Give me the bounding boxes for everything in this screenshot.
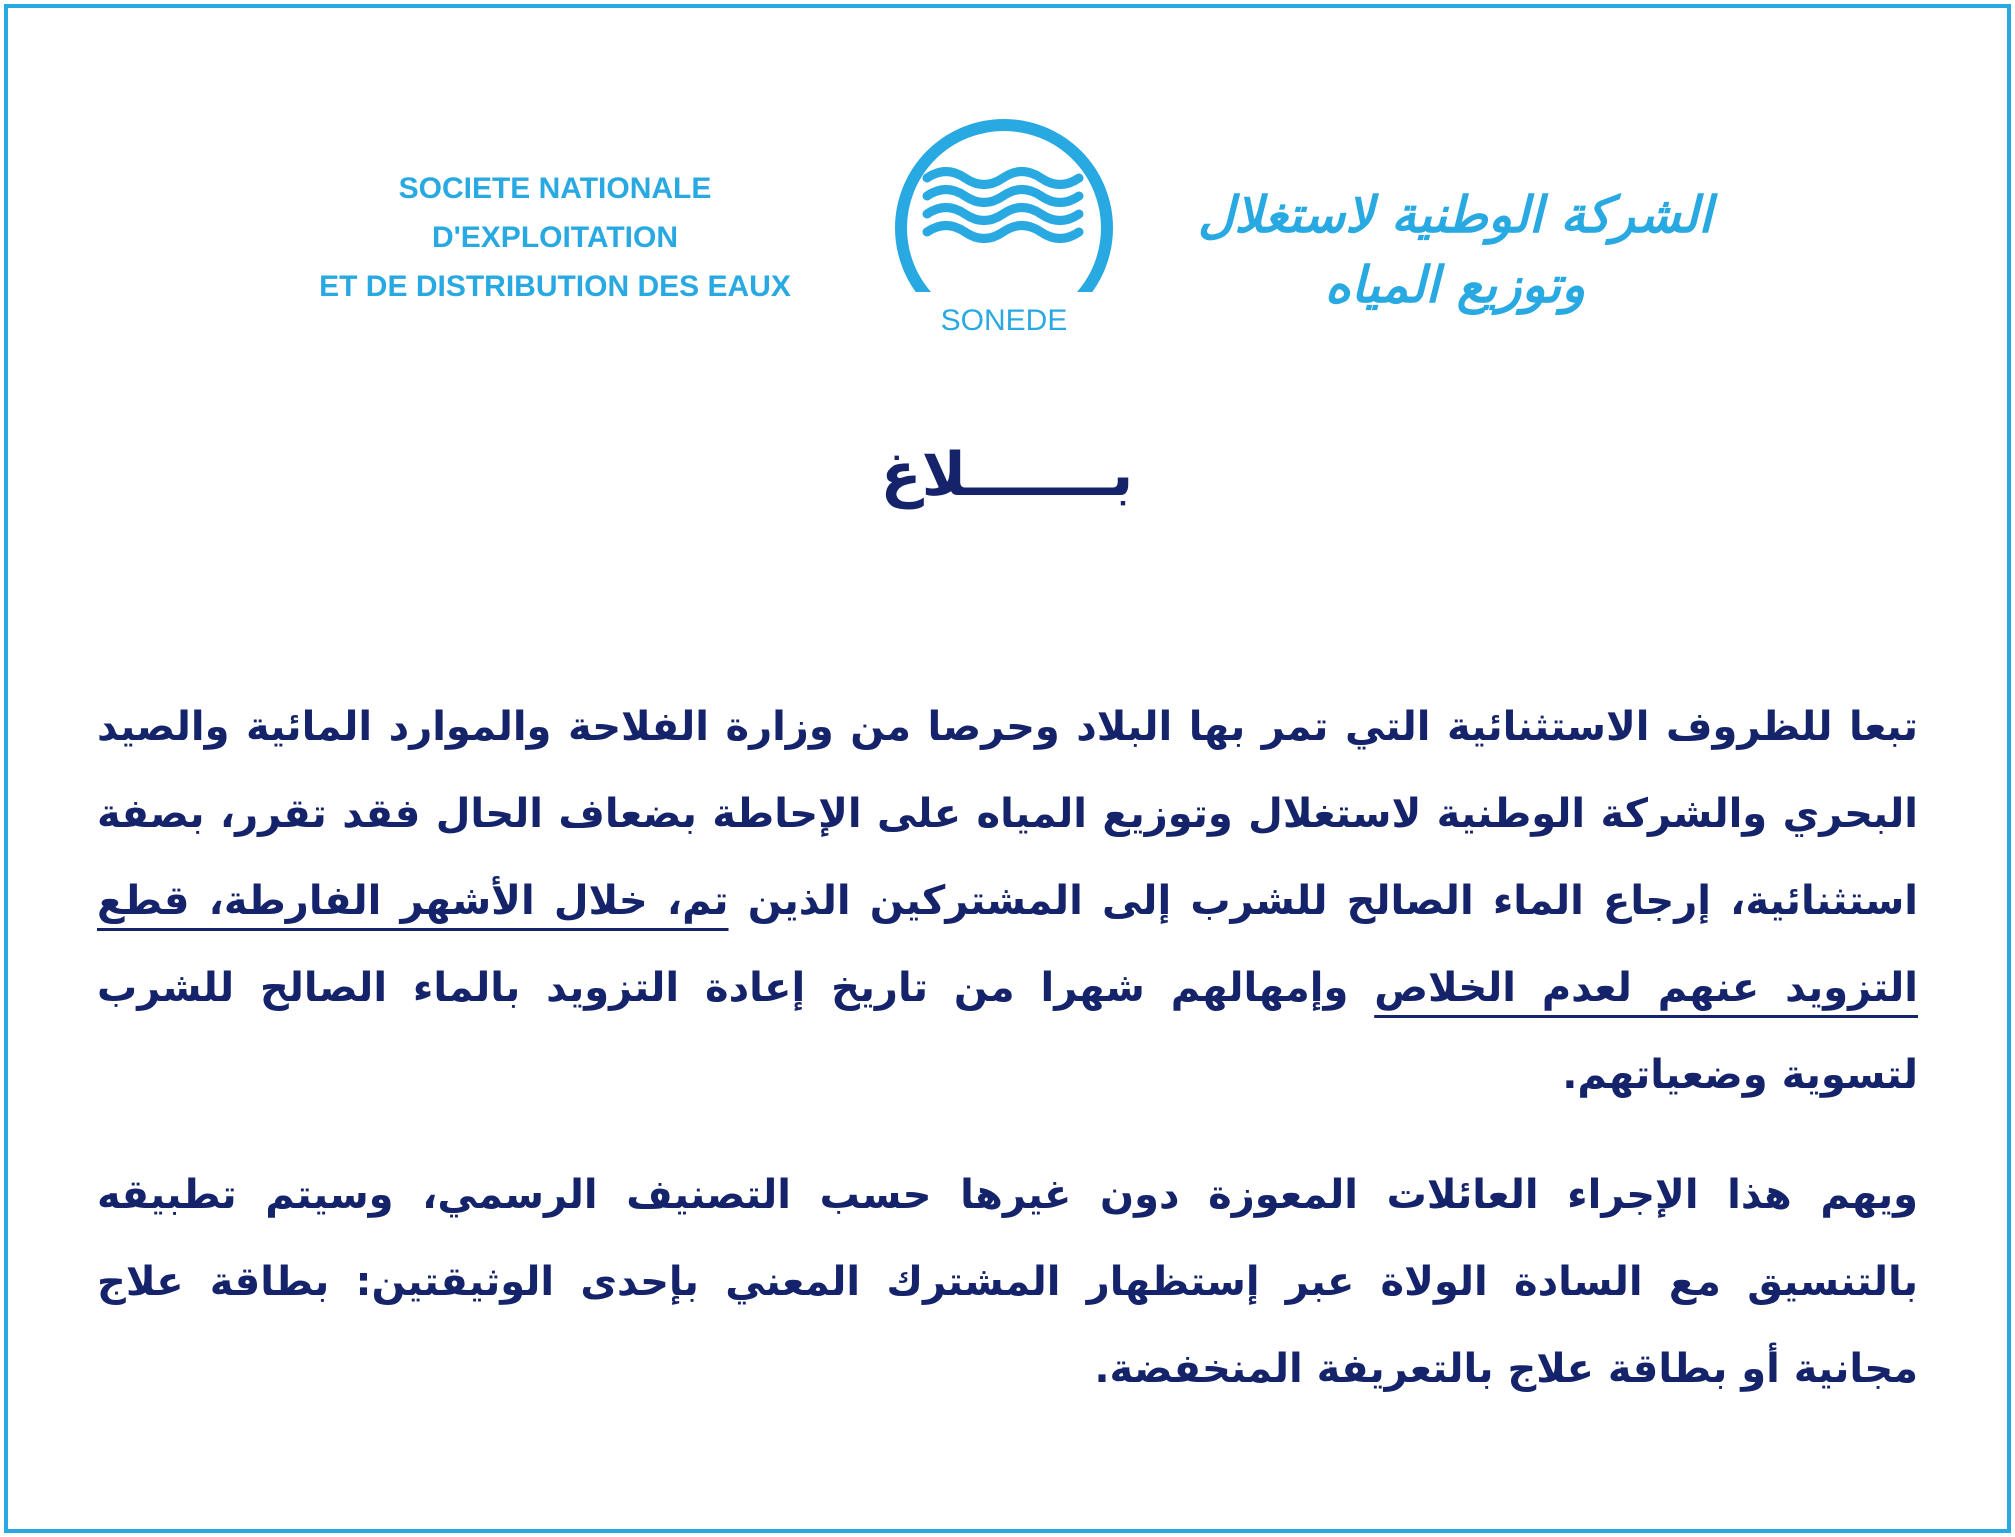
paragraph-1-part-2: وإمهالهم شهرا من تاريخ إعادة التزويد بالماء الصالح للشرب لتسوية وضعياتهم.: [97, 965, 1918, 1098]
company-name-french-line2: ET DE DISTRIBUTION DES EAUX: [319, 270, 791, 303]
page-title: بـــــــلاغ: [880, 440, 1134, 510]
logo-wave-2: [927, 190, 1079, 203]
paragraph-1-underlined: تم، خلال الأشهر الفارطة، قطع التزويد عنهم لعدم الخلاص: [97, 878, 1919, 1011]
paragraph-1-part-1: تبعا للظروف الاستثنائية التي تمر بها البلاد وحرصا من وزارة الفلاحة والموارد المائية والصيد البحري والشركة الوطنية لاستغلال وتوزيع المياه على الإحاطة بضعاف الحال فقد تقرر، بصفة استثنائية، إرجاع الماء الصالح للشرب إلى المشتركين الذين: [97, 704, 1918, 924]
logo-wave-1: [927, 172, 1079, 185]
sonede-logo: [893, 96, 1115, 361]
logo-text: SONEDE: [940, 304, 1068, 337]
paragraph-2: ويهم هذا الإجراء العائلات المعوزة دون غيرها حسب التصنيف الرسمي، وسيتم تطبيقه بالتنسيق مع السادة الولاة عبر إستظهار المشترك المعني بإحدى الوثيقتين: بطاقة علاج مجانية أو بطاقة علاج بالتعريفة المنخفضة.: [97, 1172, 1918, 1392]
paragraph-1: [97, 684, 1918, 1119]
company-name-french-line1: SOCIETE NATIONALE D'EXPLOITATION: [398, 172, 712, 254]
logo-wave-4: [927, 226, 1079, 239]
company-name-arabic: الشركة الوطنية لاستغلال وتوزيع المياه: [1197, 185, 1713, 314]
company-name-french: [305, 164, 805, 311]
logo-wave-3: [927, 208, 1079, 221]
